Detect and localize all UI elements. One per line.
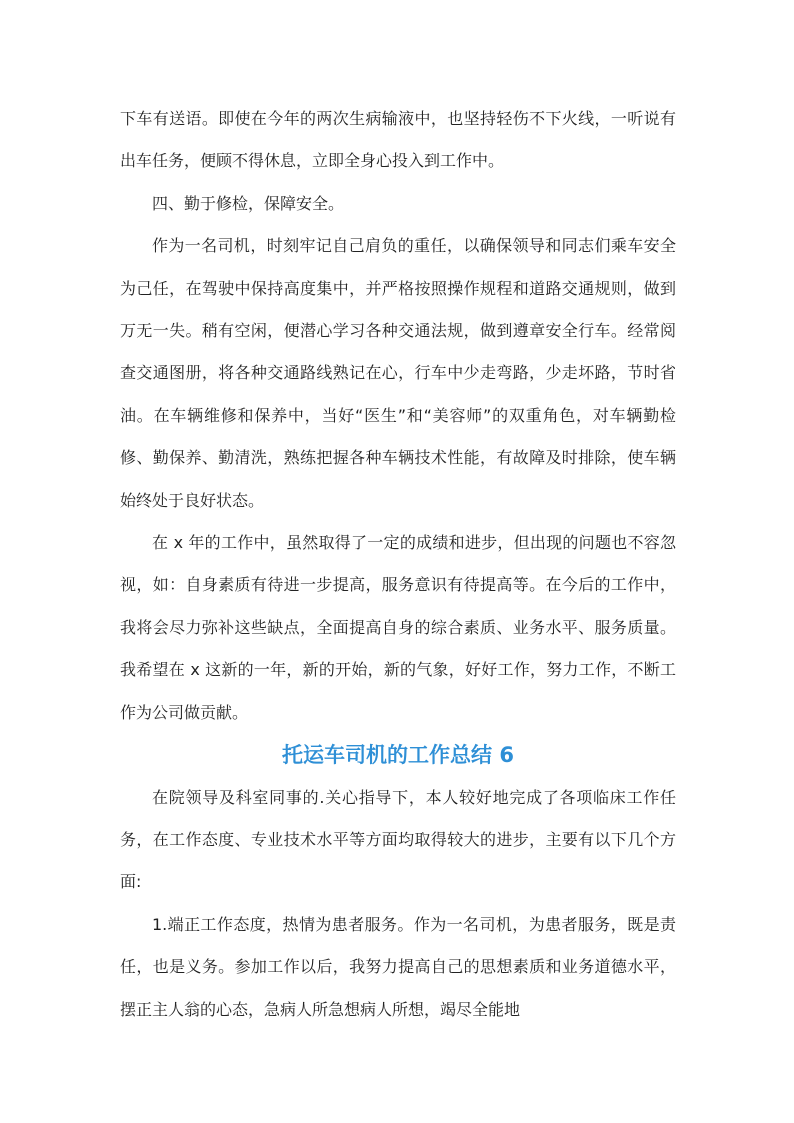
paragraph-conclusion: 在 x 年的工作中，虽然取得了一定的成绩和进步，但出现的问题也不容忽视，如：自身素质有待进一步提高，服务意识有待提高等。在今后的工作中，我将会尽力弥补这些缺点，全面提高自身的综合素质、业务水平、服务质量。我希望在 x 这新的一年，新的开始，新的气象，好好工作，努力工作，不断工作为公司做贡献。: [120, 533, 676, 722]
paragraph-intro: 在院领导及科室同事的.关心指导下，本人较好地完成了各项临床工作任务，在工作态度、专业技术水平等方面均取得较大的进步，主要有以下几个方面:: [120, 787, 676, 892]
document-body: [120, 98, 676, 1031]
paragraph-point-one: 1.端正工作态度，热情为患者服务。作为一名司机，为患者服务，既是责任，也是义务。参加工作以后，我努力提高自己的思想素质和业务道德水平，摆正主人翁的心态，急病人所急想病人所想，竭尽全能地: [120, 914, 676, 1019]
section-title: 托运车司机的工作总结 6: [282, 743, 514, 768]
section-four-heading: 四、勤于修检，保障安全。: [152, 193, 345, 213]
paragraph-continuation: 下车有送语。即使在今年的两次生病输液中，也坚持轻伤不下火线，一听说有出车任务，便顾不得休息，立即全身心投入到工作中。: [120, 109, 676, 171]
paragraph-section-four-body: 作为一名司机，时刻牢记自己肩负的重任，以确保领导和同志们乘车安全为己任，在驾驶中保持高度集中，并严格按照操作规程和道路交通规则，做到万无一失。稍有空闲，便潜心学习各种交通法规，做到遵章安全行车。经常阅查交通图册，将各种交通路线熟记在心，行车中少走弯路，少走坏路，节时省油。在车辆维修和保养中，当好“医生”和“美容师”的双重角色，对车辆勤检修、勤保养、勤清洗，熟练把握各种车辆技术性能，有故障及时排除，使车辆始终处于良好状态。: [120, 236, 676, 510]
